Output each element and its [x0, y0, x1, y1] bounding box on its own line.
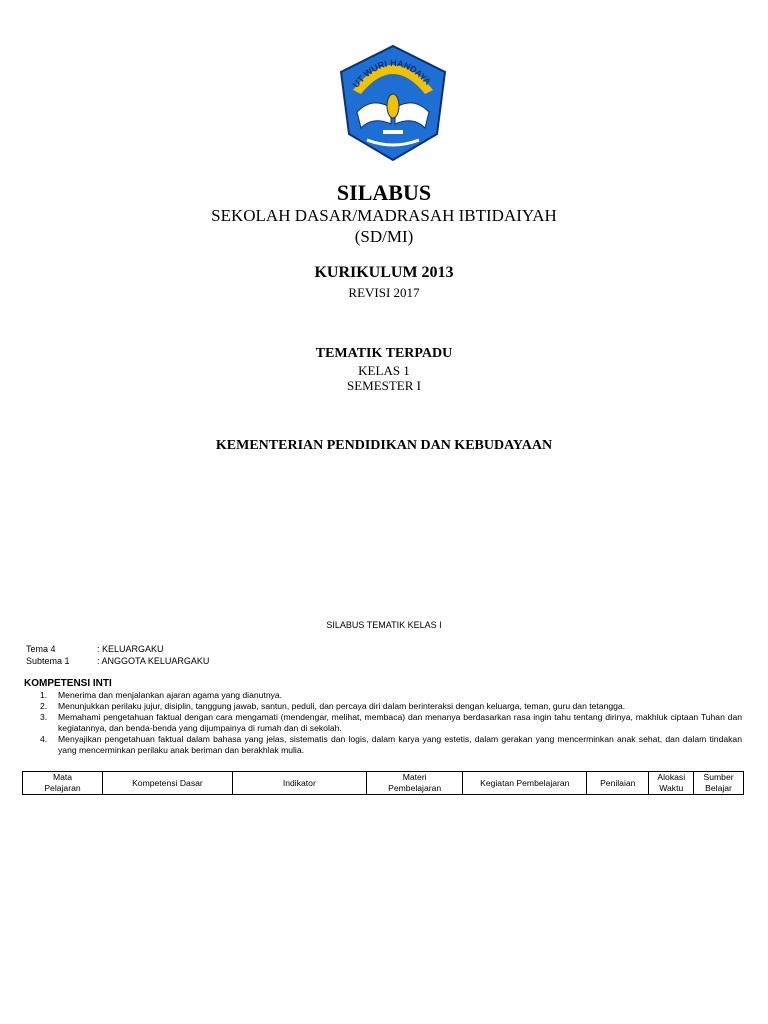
ki-item-number: 1.: [40, 690, 48, 700]
subtema-row: [26, 656, 209, 666]
ki-item: [40, 734, 742, 756]
syllabus-heading: SILABUS TEMATIK KELAS I: [326, 620, 442, 630]
ki-item-number: 3.: [40, 712, 48, 722]
col-kompetensi-dasar: Kompetensi Dasar: [102, 772, 232, 795]
col-sumber-belajar: Sumber Belajar: [694, 772, 744, 795]
kompetensi-inti-heading: KOMPETENSI INTI: [24, 678, 112, 689]
ki-item: [40, 701, 742, 712]
ki-item-text: Menyajikan pengetahuan faktual dalam bahasa yang jelas, sistematis dan logis, dalam karya yang estetis, dalam gerakan yang mencerminkan anak sehat, dan dalam tindakan yang mencerminkan perilaku anak beriman dan berakhlak mulia.: [58, 734, 742, 755]
school-level-line1: SEKOLAH DASAR/MADRASAH IBTIDAIYAH: [211, 206, 557, 225]
col-kegiatan-pembelajaran: Kegiatan Pembelajaran: [463, 772, 587, 795]
tema-value: : KELUARGAKU: [97, 644, 164, 654]
ki-item-text: Memahami pengetahuan faktual dengan cara mengamati (mendengar, melihat, membaca) dan menanya berdasarkan rasa ingin tahu tentang dirinya, makhluk ciptaan Tuhan dan kegiatannya, dan benda-benda yang dijumpainya di rumah dan di sekolah.: [58, 712, 742, 733]
svg-text:TUT WURI HANDAYANI: UT WURI HANDAYA: [350, 57, 433, 90]
tut-wuri-handayani-logo: [333, 42, 453, 164]
col-mata-pelajaran: Mata Pelajaran: [23, 772, 103, 795]
ministry-name: KEMENTERIAN PENDIDIKAN DAN KEBUDAYAAN: [215, 438, 553, 453]
semester-label: SEMESTER I: [346, 378, 422, 393]
ki-item: [40, 712, 742, 734]
tema-row: [26, 644, 164, 654]
col-penilaian: Penilaian: [587, 772, 649, 795]
ki-item-text: Menunjukkan perilaku jujur, disiplin, tanggung jawab, santun, peduli, dan percaya diri dalam berinteraksi dengan keluarga, teman, guru dan tetangga.: [58, 701, 626, 711]
col-alokasi-waktu: Alokasi Waktu: [649, 772, 694, 795]
ki-item-number: 2.: [40, 701, 48, 711]
col-materi-pembelajaran: Materi Pembelajaran: [366, 772, 463, 795]
kompetensi-inti-list: [40, 690, 742, 756]
ki-item: [40, 690, 742, 701]
tema-label: Tema 4: [26, 644, 56, 654]
document-title: SILABUS: [336, 180, 432, 205]
col-indikator: Indikator: [232, 772, 366, 795]
table-header-row: [23, 772, 744, 795]
subtema-label: Subtema 1: [26, 656, 70, 666]
subtema-value: : ANGGOTA KELUARGAKU: [97, 656, 210, 666]
curriculum-title: KURIKULUM 2013: [314, 264, 454, 281]
subject-title: TEMATIK TERPADU: [315, 346, 453, 361]
class-label: KELAS 1: [358, 363, 410, 378]
syllabus-table: [22, 771, 744, 795]
revision-label: REVISI 2017: [348, 285, 420, 300]
ki-item-text: Menerima dan menjalankan ajaran agama yang dianutnya.: [58, 690, 283, 700]
ki-item-number: 4.: [40, 734, 48, 744]
school-level-line2: (SD/MI): [354, 227, 414, 246]
